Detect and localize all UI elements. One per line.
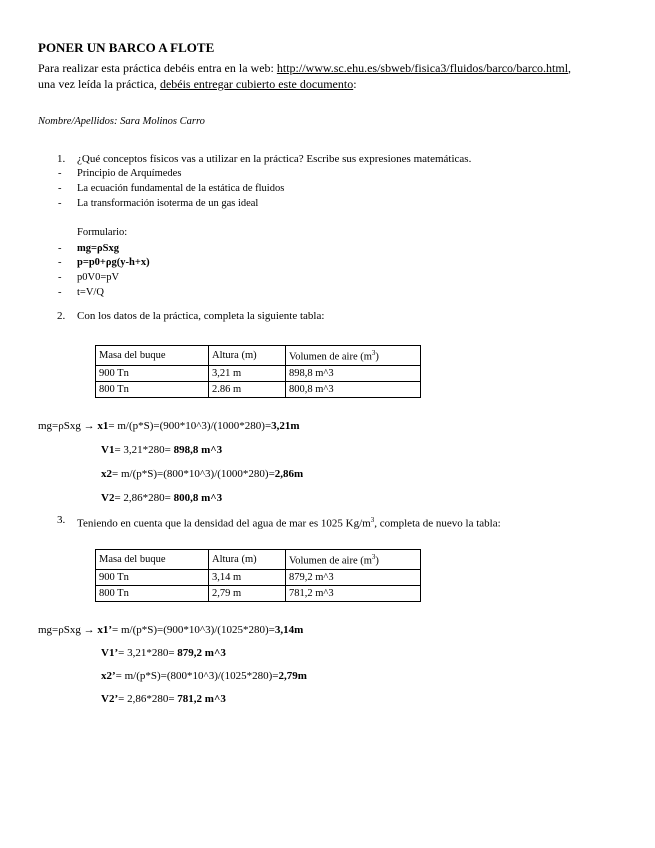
- question-number: 3.: [57, 514, 66, 526]
- table-header-row: [96, 346, 421, 366]
- question-2: [57, 309, 325, 323]
- instruction-underlined: debéis entregar cubierto este documento: [159, 77, 354, 91]
- data-table-2: [95, 549, 421, 602]
- document-title: PONER UN BARCO A FLOTE: [38, 40, 215, 55]
- intro-line2-suffix: :: [353, 77, 357, 91]
- table-row: [96, 569, 421, 585]
- table-cell: 900 Tn: [96, 569, 209, 585]
- intro-line2-prefix: una vez leída la práctica,: [38, 77, 160, 91]
- question-number: 2.: [57, 310, 66, 322]
- table-cell: 800 Tn: [96, 585, 209, 601]
- student-name: Nombre/Apellidos: Sara Molinos Carro: [38, 116, 205, 127]
- table-cell: 2,79 m: [209, 585, 286, 601]
- calc-line: V2= 2,86*280= 800,8 m^3: [101, 492, 223, 504]
- header-cell: Volumen de aire $(m^3)$: [286, 550, 421, 570]
- header-cell: Masa del buque: [96, 346, 209, 366]
- question-3: 3. Teniendo en cuenta que la densidad del agua de mar es 1025 $Kg/m^3$, completa de nuevo la tabla:: [57, 514, 501, 530]
- table-cell: 3,14 m: [209, 569, 286, 585]
- table-cell: 900 Tn: [96, 365, 209, 381]
- table-cell: 3,21 m: [209, 365, 286, 381]
- arrow-icon: →: [83, 420, 95, 432]
- intro-line1-prefix: Para realizar esta práctica debéis entra en la web:: [38, 61, 277, 75]
- question-1: [57, 152, 472, 166]
- practice-url-link[interactable]: http://www.sc.ehu.es/sbweb/fisica3/fluidos/barco/barco.html: [276, 61, 569, 75]
- header-cell: Masa del buque: [96, 550, 209, 570]
- header-cell: Altura (m): [209, 550, 286, 570]
- data-table-1: [95, 345, 421, 398]
- table-row: [96, 381, 421, 397]
- header-cell: Altura (m): [209, 346, 286, 366]
- table-cell: 781,2 m^3: [286, 585, 421, 601]
- table-cell: 2.86 m: [209, 381, 286, 397]
- question-text: Con los datos de la práctica, completa la siguiente tabla:: [77, 310, 325, 322]
- calc-line: V1= 3,21*280= 898,8 m^3: [101, 444, 223, 456]
- calc-line: x2= m/(p*S)=(800*10^3)/(1000*280)=2,86m: [101, 468, 304, 480]
- intro-line1-suffix: ,: [568, 61, 572, 75]
- table-cell: 800,8 m^3: [286, 381, 421, 397]
- arrow-icon: →: [83, 624, 95, 636]
- table-cell: 879,2 m^3: [286, 569, 421, 585]
- formulario-label: Formulario:: [77, 227, 128, 238]
- calc-line: V2’= 2,86*280= 781,2 m^3: [101, 693, 226, 705]
- table-row: [96, 585, 421, 601]
- calc-line: mg=ρSxg → x1= m/(p*S)=(900*10^3)/(1000*280)=3,21m: [38, 420, 300, 432]
- document-page: PONER UN BARCO A FLOTE Para realizar esta práctica debéis entra en la web: http://www.sc.ehu.es/sbweb/fisica3/fluidos/barco/barco.html, una vez leída la práctica, debéis entregar cubierto este documento: Nombre/Apellidos: Sara Molinos Carro 1. ¿Qué conceptos físicos vas a utilizar en la práctica? Escribe sus expresiones matemáticas. - Principio de Arquímedes - La ecuación fundamental de la estática de fluidos - La transformación isoterma de un gas ideal Formulario: - mg=ρSxg - p=p0+ρg(y-h+x) - p0V0=pV - t=V/Q 2. Con los datos de la práctica, completa la siguiente tabla: Masa del buque Altura (m) Volumen de aire $(m^3)$ 900 Tn 3,21 m 898,8 m^3 800 Tn 2.86 m 800,8 m^3 mg=ρSxg → x1= m/(p*S)=(900*10^3)/(1000*280)=3,21m V1= 3,21*280= 898,8 m^3 x2= m/(p*S)=(800*10^3)/(1000*280)=2,86m V2= 2,86*280= 800,8 m^3 3. Teniendo en cuenta que la densidad del agua de mar es 1025 $Kg/m^3$, completa de nuevo la tabla: Masa del buque Altura (m) Volumen de aire $(m^3)$ 900 Tn 3,14 m 879,2 m^3 800 Tn 2,79 m 781,2 m^3 mg=ρSxg → x1’= m/(p*S)=(900*10^3)/(1025*280)=3,14m V1’= 3,21*280= 879,2 m^3 x2’= m/(p*S)=(800*10^3)/(1025*280)=2,79m V2’= 2,86*280= 781,2 m^3: [0, 0, 655, 848]
- table-cell: 898,8 m^3: [286, 365, 421, 381]
- question-number: 1.: [57, 153, 66, 165]
- calc-line: x2’= m/(p*S)=(800*10^3)/(1025*280)=2,79m: [101, 670, 307, 682]
- table-header-row: [96, 550, 421, 570]
- intro-paragraph: [38, 60, 643, 92]
- table-row: [96, 365, 421, 381]
- question-text: ¿Qué conceptos físicos vas a utilizar en la práctica? Escribe sus expresiones matemáticas.: [77, 153, 472, 165]
- header-cell: Volumen de aire $(m^3)$: [286, 346, 421, 366]
- table-cell: 800 Tn: [96, 381, 209, 397]
- calc-line: V1’= 3,21*280= 879,2 m^3: [101, 647, 226, 659]
- calc-line: mg=ρSxg → x1’= m/(p*S)=(900*10^3)/(1025*280)=3,14m: [38, 624, 304, 636]
